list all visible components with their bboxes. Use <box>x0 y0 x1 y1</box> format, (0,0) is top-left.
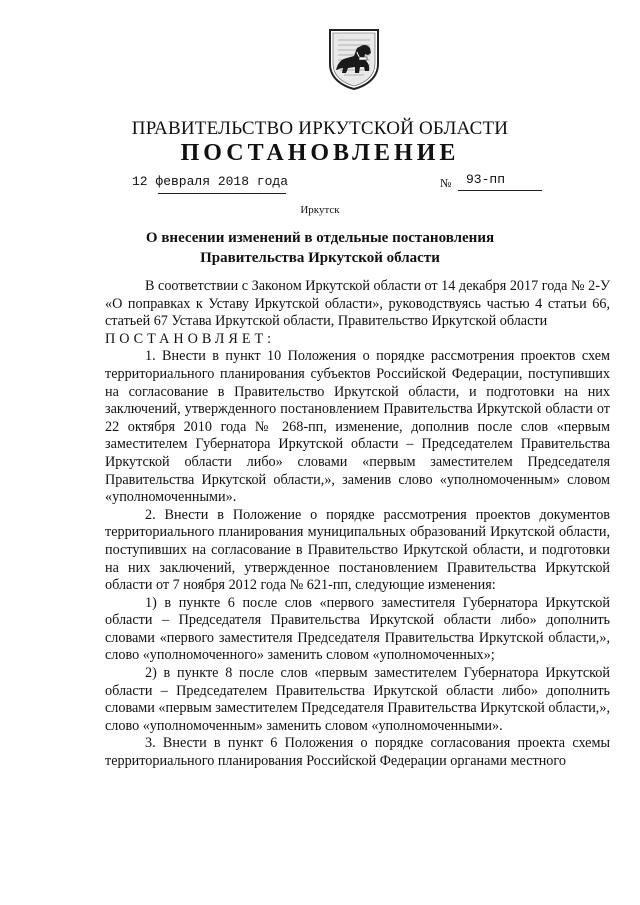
clause-2-subitem-2: 2) в пункте 8 после слов «первым заместителем Губернатора Иркутской области – Председателем Правительства Иркутской области либо» дополнить словами «первым заместителем Председателя Правительства Иркутской области,», слово «уполномоченным» заменить словом «уполномоченными». <box>105 665 610 734</box>
clause-2: 2. Внести в Положение о порядке рассмотрения проектов документов территориального планирования муниципальных образований Иркутской области, поступивших на согласование в Правительство Иркутской области, и подготовки на них заключений, утвержденное постановлением Правительства Иркутской области от 7 ноября 2012 года № 621-пп, следующие изменения: <box>105 506 610 594</box>
government-name: ПРАВИТЕЛЬСТВО ИРКУТСКОЙ ОБЛАСТИ <box>131 118 509 139</box>
clause-2-subitem-1: 1) в пункте 6 после слов «первого заместителя Губернатора Иркутской области – Председателя Правительства Иркутской области либо» дополнить словами «первого заместителя Председателя Правительства Иркутской области,», слово «уполномоченного» заменить словом «уполномоченных»; <box>105 594 610 664</box>
clause-1: 1. Внести в пункт 10 Положения о порядке рассмотрения проектов схем территориального планирования субъектов Российской Федерации, поступивших на согласование в Правительство Иркутской области, и подготовки на них заключений, утвержденного постановлением Правительства Иркутской области от 22 октября 2010 года № 268-пп, изменение, дополнив после слов «первым заместителем Губернатора Иркутской области – Председателем Правительства Иркутской области либо» словами «первым заместителем Председателя Правительства Иркутской области,», заменив слово «уполномоченным» словом «уполномоченными». <box>105 348 610 506</box>
document-date: 12 февраля 2018 года <box>132 174 289 189</box>
preamble-paragraph: В соответствии с Законом Иркутской области от 14 декабря 2017 года № 2-У «О поправках к Уставу Иркутской области», руководствуясь частью 4 статьи 66, статьей 67 Устава Иркутской области, Правительство Иркутской области <box>105 278 610 330</box>
document-body <box>105 278 610 771</box>
decree-keyword: ПОСТАНОВЛЯЕТ: <box>105 330 276 347</box>
number-sign: № <box>440 176 452 190</box>
clause-3: 3. Внести в пункт 6 Положения о порядке согласования проекта схемы территориального планирования Российской Федерации органами местного <box>105 735 610 770</box>
date-underline <box>158 193 286 194</box>
irkutsk-coat-of-arms-icon <box>324 26 384 90</box>
document-number: 93-пп <box>466 172 506 187</box>
city-name: Иркутск <box>300 204 340 216</box>
document-type: ПОСТАНОВЛЕНИЕ <box>180 140 460 166</box>
document-title: О внесении изменений в отдельные постановления Правительства Иркутской области <box>145 230 495 266</box>
number-underline <box>458 190 542 191</box>
